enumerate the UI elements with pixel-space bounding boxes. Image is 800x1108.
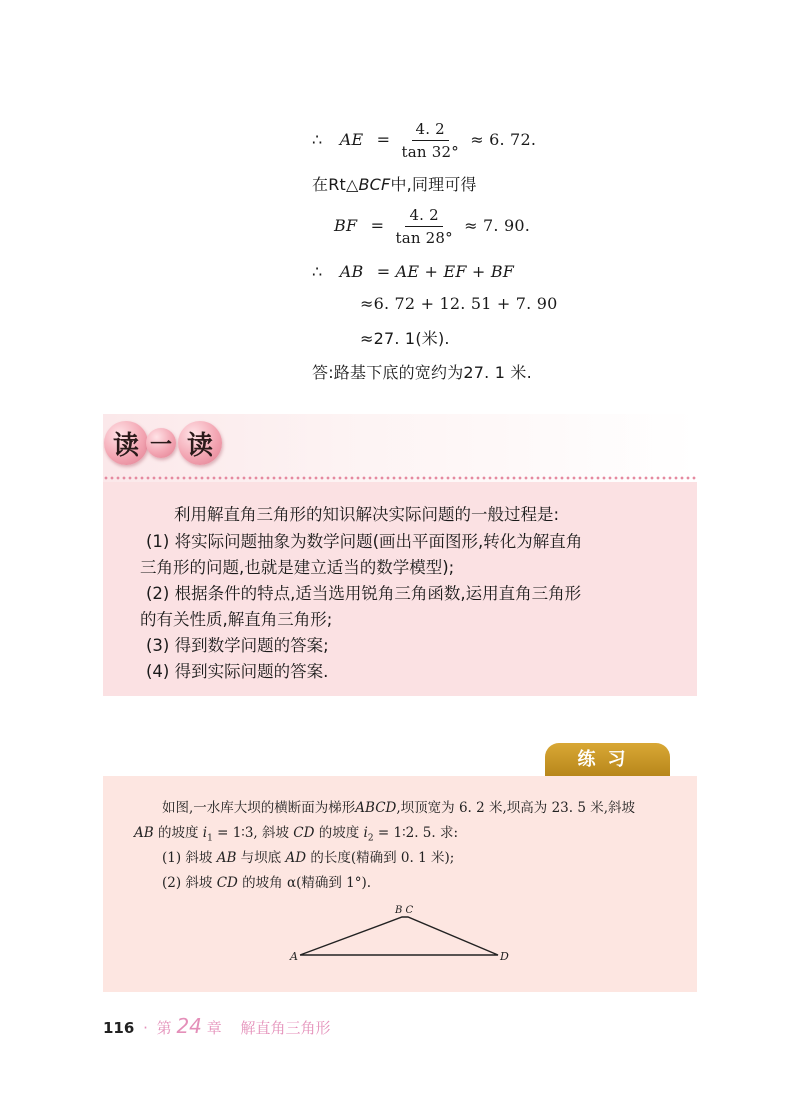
dotted-divider bbox=[103, 476, 697, 480]
chapter-number: 24 bbox=[176, 1014, 202, 1038]
solution-line-bf bbox=[334, 206, 530, 247]
page-footer bbox=[103, 1014, 331, 1038]
ex-text-a: 如图,一水库大坝的横断面为梯形 bbox=[162, 800, 356, 816]
ex-text: 与坝底 bbox=[236, 850, 286, 866]
ae-label: AE bbox=[339, 130, 364, 149]
fraction-denominator: tan 28° bbox=[395, 229, 453, 247]
fraction-numerator: 4. 2 bbox=[412, 120, 449, 141]
footer-dot: · bbox=[143, 1019, 148, 1037]
read-title-char-3: 读 bbox=[178, 421, 222, 465]
ex-text: 的坡角 α(精确到 1°). bbox=[237, 875, 372, 891]
read-line-5: 的有关性质,解直角三角形; bbox=[140, 610, 333, 629]
rt-text-a: 在Rt△ bbox=[312, 175, 359, 194]
ex-text: (2) 斜坡 bbox=[162, 875, 217, 891]
ex-text: = 1∶3, 斜坡 bbox=[212, 825, 294, 841]
i1-subscript: 1 bbox=[207, 833, 213, 844]
therefore-symbol: ∴ bbox=[312, 130, 323, 149]
fraction-numerator: 4. 2 bbox=[405, 206, 442, 227]
ex-text: 的长度(精确到 0. 1 米); bbox=[306, 850, 455, 866]
exercise-paragraph-line-1 bbox=[162, 796, 635, 816]
chapter-prefix: 第 bbox=[156, 1019, 172, 1037]
plus-sign: + bbox=[466, 262, 491, 281]
ex-text-b: ,坝顶宽为 6. 2 米,坝高为 23. 5 米,斜坡 bbox=[396, 800, 636, 816]
read-line-1: 利用解直角三角形的知识解决实际问题的一般过程是: bbox=[174, 505, 560, 524]
equals-sign: = bbox=[376, 130, 391, 149]
solution-line-ab bbox=[312, 262, 514, 281]
read-line-3: 三角形的问题,也就是建立适当的数学模型); bbox=[140, 558, 455, 577]
therefore-symbol: ∴ bbox=[312, 262, 323, 281]
chapter-title: 解直角三角形 bbox=[240, 1019, 331, 1037]
cd-label: CD bbox=[216, 875, 238, 891]
ae-value: ≈ 6. 72. bbox=[470, 130, 537, 149]
read-line-6: (3) 得到数学问题的答案; bbox=[146, 636, 329, 655]
bcf-label: BCF bbox=[358, 175, 391, 194]
cd-label: CD bbox=[293, 825, 315, 841]
read-line-2: (1) 将实际问题抽象为数学问题(画出平面图形,转化为解直角 bbox=[146, 532, 583, 551]
figure-label-d: D bbox=[500, 950, 509, 963]
ex-text: (1) 斜坡 bbox=[162, 850, 217, 866]
read-line-4: (2) 根据条件的特点,适当选用锐角三角函数,运用直角三角形 bbox=[146, 584, 582, 603]
figure-label-a: A bbox=[290, 950, 298, 963]
ex-text: 的坡度 bbox=[314, 825, 364, 841]
ex-text: = 1∶2. 5. 求: bbox=[373, 825, 458, 841]
bf-term: BF bbox=[490, 262, 515, 281]
fraction-bf bbox=[395, 206, 452, 247]
ab-label: AB bbox=[216, 850, 237, 866]
read-title-char-2: 一 bbox=[146, 428, 176, 458]
exercise-question-1 bbox=[162, 846, 454, 866]
i2-subscript: 2 bbox=[367, 833, 374, 844]
abcd-label: ABCD bbox=[355, 800, 397, 816]
i2-label: i bbox=[363, 825, 368, 841]
equals-sign: = bbox=[370, 216, 385, 235]
solution-answer: 答:路基下底的宽约为27. 1 米. bbox=[312, 363, 532, 382]
ab-label: AB bbox=[339, 262, 364, 281]
ab-eq: = bbox=[376, 262, 396, 281]
read-line-7: (4) 得到实际问题的答案. bbox=[146, 662, 329, 681]
solution-line-sum: ≈6. 72 + 12. 51 + 7. 90 bbox=[360, 294, 558, 313]
rt-text-b: 中,同理可得 bbox=[390, 175, 477, 194]
solution-line-result: ≈27. 1(米). bbox=[360, 329, 450, 348]
ae-term: AE bbox=[395, 262, 420, 281]
exercise-paragraph-line-2 bbox=[134, 821, 458, 844]
solution-line-rt bbox=[312, 172, 477, 195]
ad-label: AD bbox=[285, 850, 307, 866]
fraction-denominator: tan 32° bbox=[401, 143, 459, 161]
i1-label: i bbox=[202, 825, 208, 841]
solution-line-ae bbox=[312, 120, 536, 161]
exercise-question-2 bbox=[162, 871, 371, 891]
chapter-suffix: 章 bbox=[206, 1019, 222, 1037]
ex-text: 的坡度 bbox=[153, 825, 203, 841]
bf-label: BF bbox=[334, 216, 358, 235]
bf-value: ≈ 7. 90. bbox=[464, 216, 531, 235]
read-title-char-1: 读 bbox=[104, 421, 148, 465]
page-number: 116 bbox=[103, 1019, 135, 1037]
figure-label-bc: B C bbox=[395, 905, 414, 916]
ef-term: EF bbox=[443, 262, 467, 281]
ab-label: AB bbox=[134, 825, 154, 841]
dam-figure bbox=[280, 900, 530, 970]
dam-outline bbox=[300, 917, 498, 955]
exercise-tab: 练习 bbox=[545, 743, 670, 777]
plus-sign: + bbox=[419, 262, 444, 281]
fraction-ae bbox=[402, 120, 459, 161]
